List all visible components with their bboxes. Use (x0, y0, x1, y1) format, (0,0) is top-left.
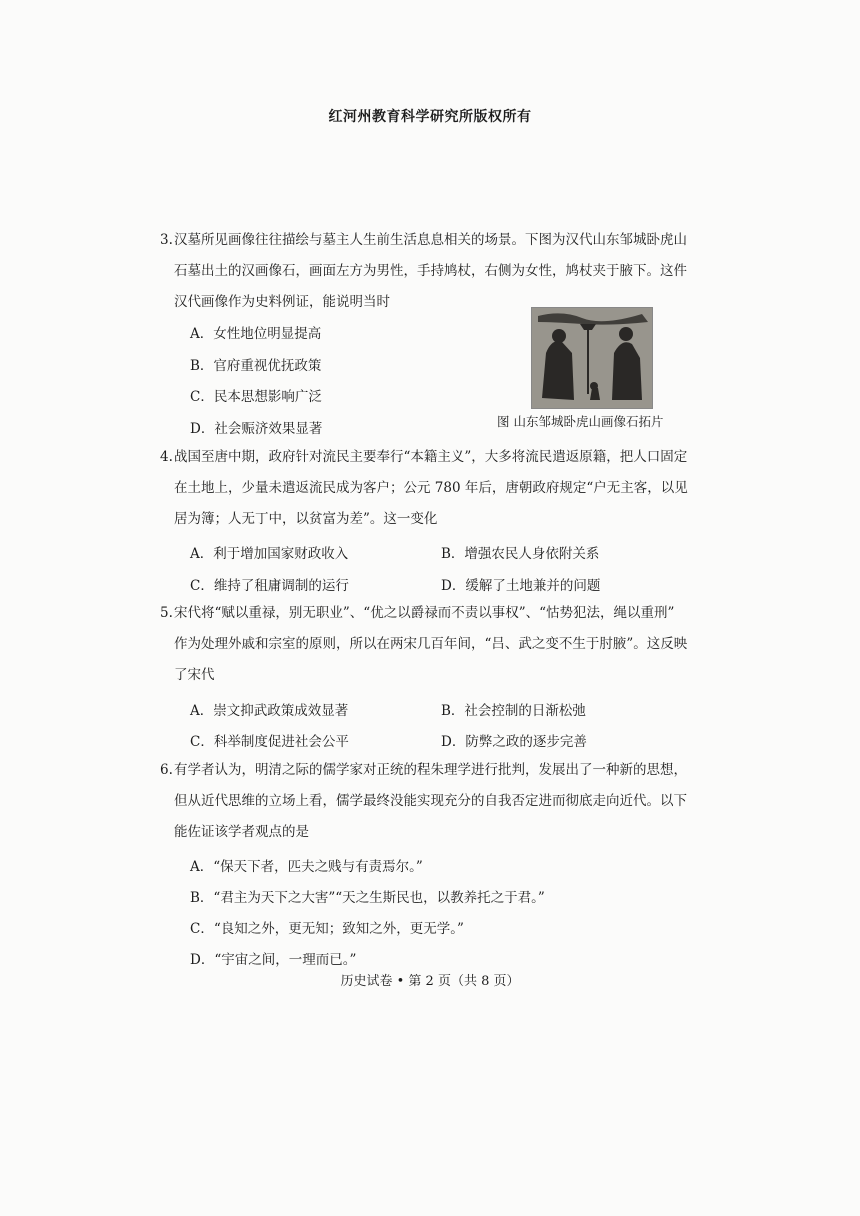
option-d: D．社会赈济效果显著 (190, 421, 323, 437)
option-d: D．缓解了土地兼并的问题 (441, 578, 601, 594)
option-c: C．科举制度促进社会公平 (190, 734, 349, 750)
question-4 (160, 442, 694, 535)
question-number: 3. (160, 232, 173, 248)
question-text-line: 能佐证该学者观点的是 (174, 824, 309, 840)
question-number: 6. (160, 762, 173, 778)
figure-caption: 图 山东邹城卧虎山画像石拓片 (497, 414, 664, 429)
option-b: B．官府重视优抚政策 (190, 358, 322, 374)
question-3 (160, 225, 694, 318)
question-text-line: 汉墓所见画像往往描绘与墓主人生前生活息息相关的场景。下图为汉代山东邹城卧虎山 (174, 232, 687, 248)
option-d: D．“宇宙之间，一理而已。” (190, 952, 357, 968)
option-a: A．利于增加国家财政收入 (190, 546, 349, 562)
option-c: C．“良知之外，更无知；致知之外，更无学。” (190, 921, 464, 937)
question-text-line: 作为处理外戚和宗室的原则，所以在两宋几百年间，“吕、武之变不生于肘腋”。这反映 (174, 636, 688, 652)
page-header: 红河州教育科学研究所版权所有 (328, 109, 532, 125)
option-b: B．社会控制的日渐松弛 (441, 703, 586, 719)
question-text-line: 了宋代 (174, 667, 215, 683)
question-text-line: 在土地上，少量未遣返流民成为客户；公元 780 年后，唐朝政府规定“户无主客，以见 (174, 480, 688, 496)
option-a: A．“保天下者，匹夫之贱与有责焉尔。” (190, 859, 423, 875)
question-text-line: 战国至唐中期，政府针对流民主要奉行“本籍主义”，大多将流民遣返原籍，把人口固定 (174, 449, 688, 465)
question-number: 5. (160, 605, 173, 621)
question-text-line: 居为簿；人无丁中，以贫富为差”。这一变化 (174, 511, 438, 527)
question-text-line: 石墓出土的汉画像石，画面左方为男性，手持鸠杖，右侧为女性，鸠杖夹于腋下。这件 (174, 263, 687, 279)
option-c: C．维持了租庸调制的运行 (190, 578, 349, 594)
option-a: A．崇文抑武政策成效显著 (190, 703, 349, 719)
question-5 (160, 598, 694, 691)
stone-relief-rubbing-image (531, 307, 653, 409)
option-c: C．民本思想影响广泛 (190, 389, 322, 405)
option-b: B．增强农民人身依附关系 (441, 546, 600, 562)
question-text-line: 宋代将“赋以重禄，别无职业”、“优之以爵禄而不责以事权”、“怙势犯法，绳以重刑” (174, 605, 675, 621)
page-footer: 历史试卷 • 第 2 页（共 8 页） (340, 974, 520, 989)
question-text-line: 汉代画像作为史料例证，能说明当时 (174, 294, 390, 310)
option-a: A．女性地位明显提高 (190, 326, 322, 342)
question-text-line: 有学者认为，明清之际的儒学家对正统的程朱理学进行批判，发展出了一种新的思想， (174, 762, 687, 778)
question-6 (160, 755, 694, 848)
question-text-line: 但从近代思维的立场上看，儒学最终没能实现充分的自我否定进而彻底走向近代。以下 (174, 793, 687, 809)
question-number: 4. (160, 449, 173, 465)
option-b: B．“君主为天下之大害”“天之生斯民也，以教养托之于君。” (190, 890, 545, 906)
option-d: D．防弊之政的逐步完善 (441, 734, 587, 750)
